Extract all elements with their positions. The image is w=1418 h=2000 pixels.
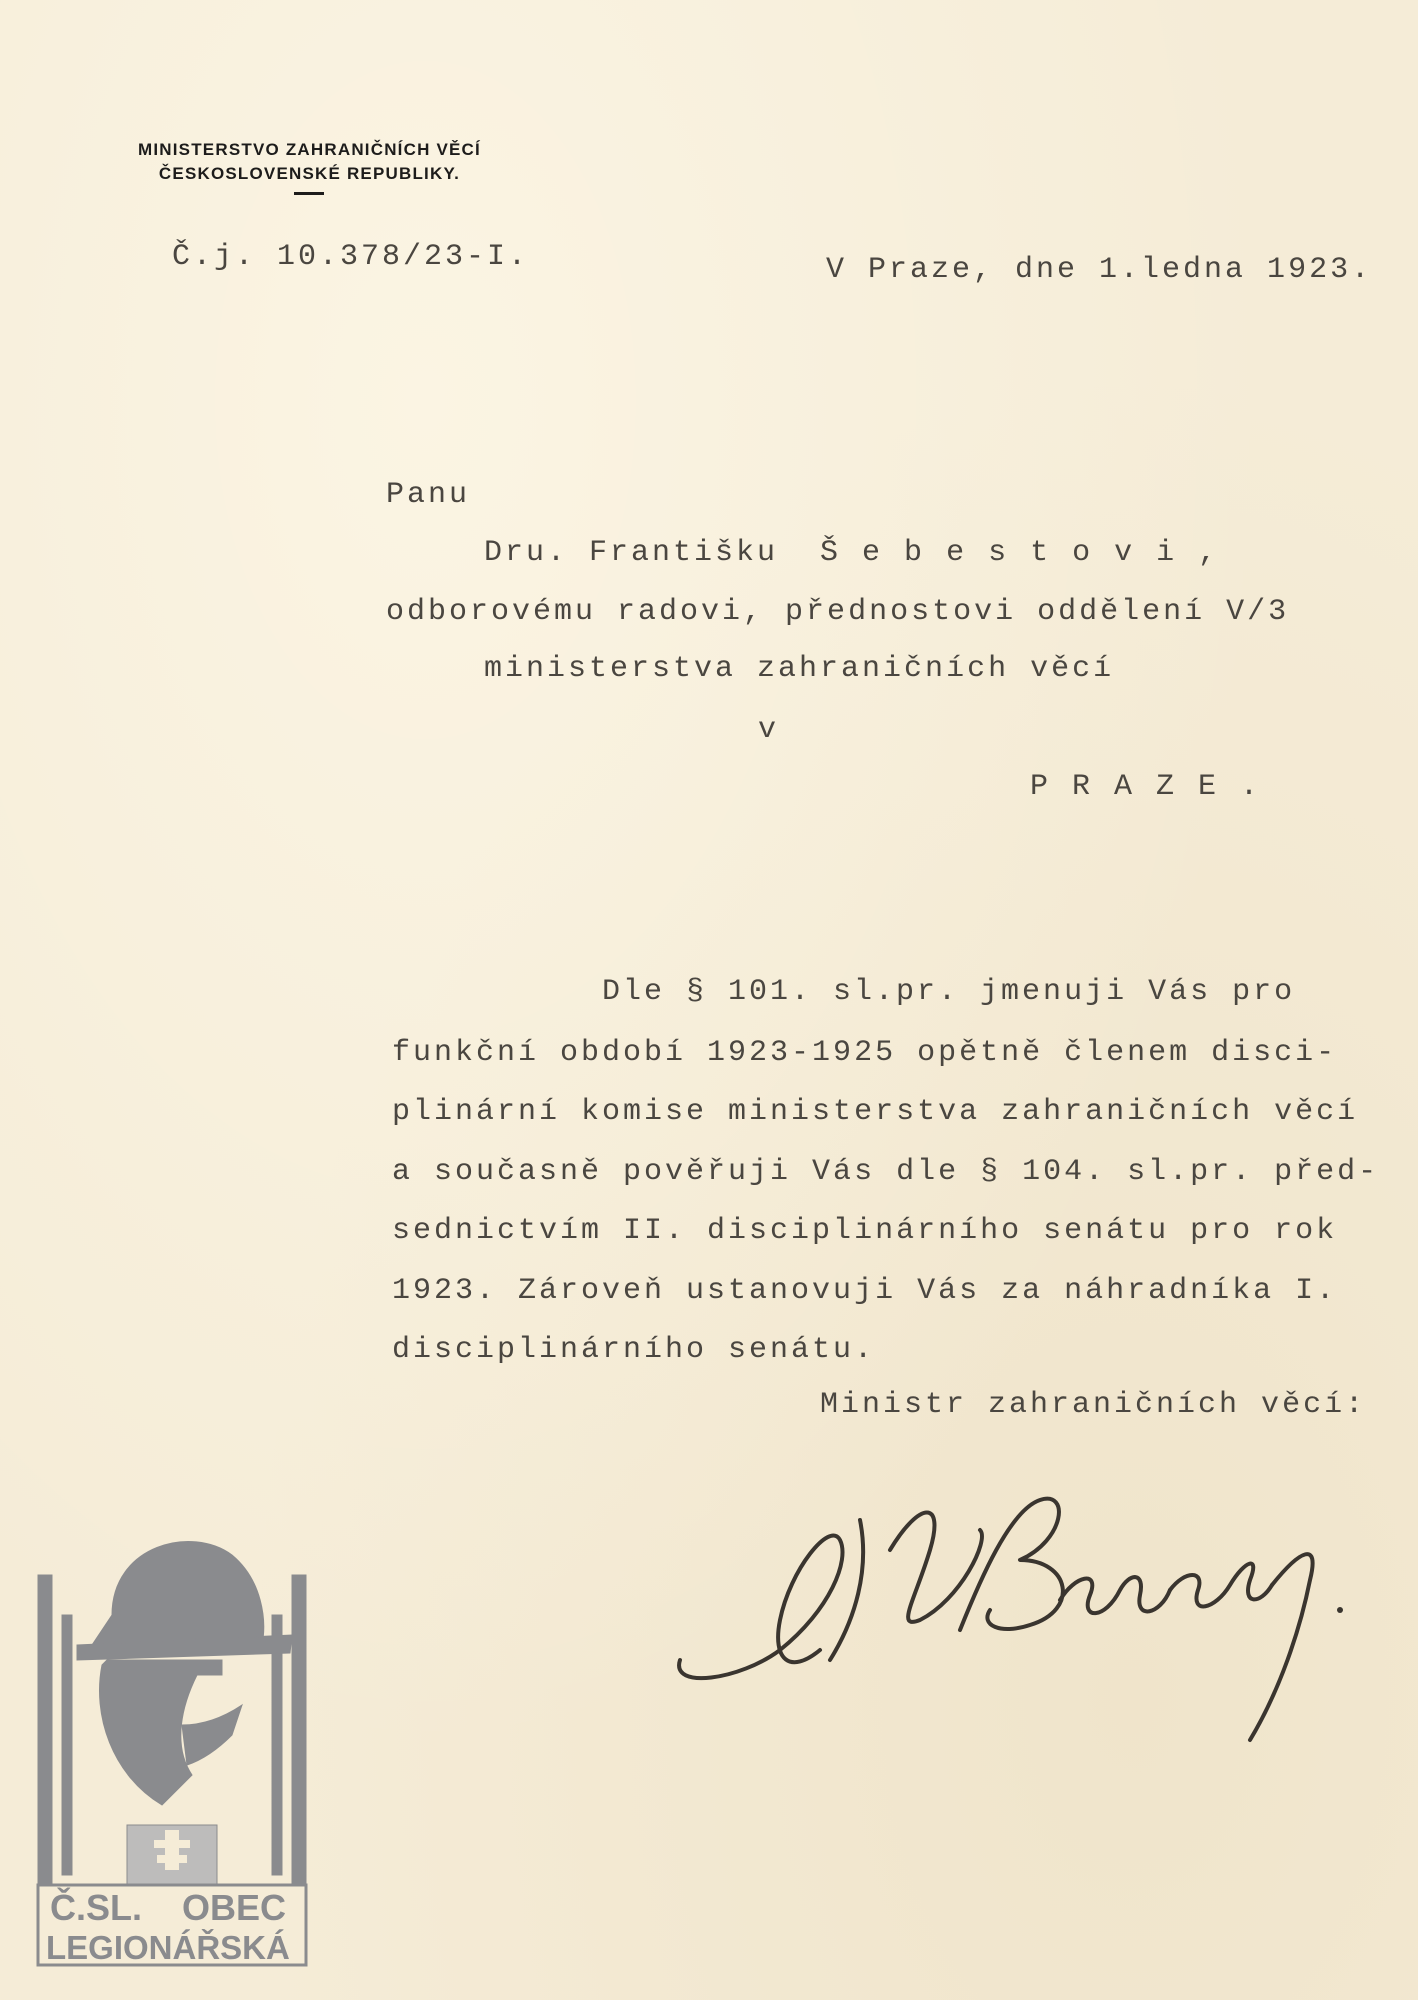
recipient-city: P R A Z E . [1030,770,1262,804]
body-line-4: a současně pověřuji Vás dle § 104. sl.pr. před- [392,1155,1380,1189]
recipient-role: odborovému radovi, přednostovi oddělení V/3 [386,595,1290,629]
body-line-7: disciplinárního senátu. [392,1333,876,1367]
salutation: Panu [386,478,471,512]
signature-image [660,1460,1380,1760]
letterhead-dash [294,192,324,195]
letterhead-ministry: MINISTERSTVO ZAHRANIČNÍCH VĚCÍ [138,140,481,159]
reference-number: Č.j. 10.378/23-I. [172,240,530,274]
body-line-3: plinární komise ministerstva zahraničních věcí [392,1095,1359,1129]
body-line-5: sednictvím II. disciplinárního senátu pro rok [392,1214,1338,1248]
logo-text-legionarska: LEGIONÁŘSKÁ [46,1929,290,1966]
letterhead [138,138,481,195]
logo-text-obec: OBEC [182,1887,287,1928]
letterhead-republic: ČESKOSLOVENSKÉ REPUBLIKY. [158,164,461,183]
body-line-1: Dle § 101. sl.pr. jmenuji Vás pro [602,975,1296,1009]
logo-text-csl: Č.SL. [50,1887,143,1928]
date-line: V Praze, dne 1.ledna 1923. [826,253,1373,287]
body-line-6: 1923. Zároveň ustanovuji Vás za náhradníka I. [392,1274,1338,1308]
closing-title: Ministr zahraničních věcí: [820,1388,1367,1422]
recipient-name: Dru. Františku Š e b e s t o v i , [484,536,1220,570]
address-preposition: v [758,713,780,747]
legion-logo [32,1525,312,1970]
body-line-2: funkční období 1923-1925 opětně členem disci- [392,1036,1338,1070]
recipient-ministry: ministerstva zahraničních věcí [484,652,1115,686]
